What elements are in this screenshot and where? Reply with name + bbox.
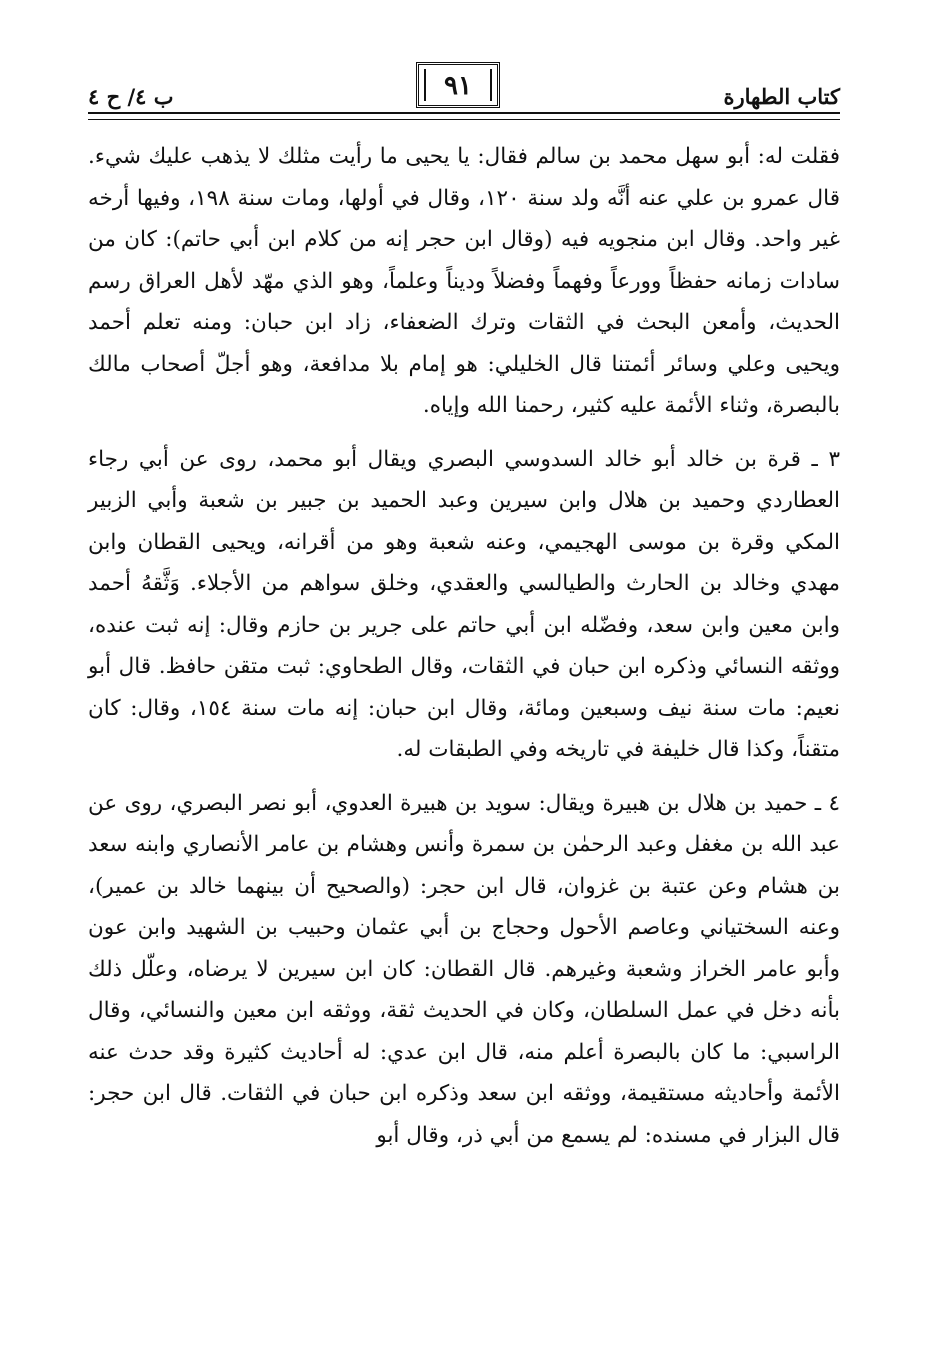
page-number-frame bbox=[416, 62, 500, 108]
chapter-reference: ب ٤/ ح ٤ bbox=[88, 84, 174, 109]
page-number: ٩١ bbox=[444, 71, 472, 101]
paragraph: ٣ ـ قرة بن خالد أبو خالد السدوسي البصري ويقال أبو محمد، روى عن أبي رجاء العطاردي وحميد بن هلال وابن سيرين وعبد الحميد بن جبير بن شعبة وأبي الزبير المكي وقرة بن موسى الهجيمي، وعنه شعبة وهو من أقرانه، ويحيى القطان وابن مهدي وخالد بن الحارث والطيالسي والعقدي، وخلق سواهم من الأجلاء. وَثَّقهُ أحمد وابن معين وابن سعد، وفضّله ابن أبي حاتم على جرير بن حازم وقال: إنه ثبت عنده، ووثقه النسائي وذكره ابن حبان في الثقات، وقال الطحاوي: ثبت متقن حافظ. قال أبو نعيم: مات سنة نيف وسبعين ومائة، وقال ابن حبان: إنه مات سنة ١٥٤، وقال: كان متقناً، وكذا قال خليفة في تاريخه وفي الطبقات له. bbox=[88, 446, 840, 762]
book-title: كتاب الطهارة bbox=[723, 84, 840, 109]
page-header bbox=[88, 62, 840, 120]
body-text bbox=[88, 136, 840, 1156]
paragraph: فقلت له: أبو سهل محمد بن سالم فقال: يا يحيى ما رأيت مثلك لا يذهب عليك شيء. قال عمرو بن علي عنه أنَّه ولد سنة ١٢٠، وقال في أولها، ومات سنة ١٩٨، وفيها أرخه غير واحد. وقال ابن منجويه فيه (وقال ابن حجر إنه من كلام ابن أبي حاتم): كان من سادات زمانه حفظاً وورعاً وفهماً وفضلاً وديناً وعلماً، وهو الذي مهّد لأهل العراق رسم الحديث، وأمعن البحث في الثقات وترك الضعفاء، زاد ابن حبان: ومنه تعلم أحمد ويحيى وعلي وسائر أئمتنا قال الخليلي: هو إمام بلا مدافعة، وهو أجلّ أصحاب مالك بالبصرة، وثناء الأئمة عليه كثير، رحمنا الله وإياه. bbox=[88, 144, 840, 418]
header-rule bbox=[88, 112, 840, 120]
paragraph: ٤ ـ حميد بن هلال بن هبيرة ويقال: سويد بن هبيرة العدوي، أبو نصر البصري، روى عن عبد الله بن مغفل وعبد الرحمٰن بن سمرة وأنس وهشام بن عامر الأنصاري وابنه سعد بن هشام وعن عتبة بن غزوان، قال ابن حجر: (والصحيح أن بينهما خالد بن عمير)، وعنه السختياني وعاصم الأحول وحجاج بن أبي عثمان وحبيب بن الشهيد وابن عون وأبو عامر الخراز وشعبة وغيرهم. قال القطان: كان ابن سيرين لا يرضاه، وعلّل ذلك بأنه دخل في عمل السلطان، وكان في الحديث ثقة، ووثقه ابن معين والنسائي، وقال الراسبي: ما كان بالبصرة أعلم منه، قال ابن عدي: له أحاديث كثيرة وقد حدث عنه الأئمة وأحاديثه مستقيمة، ووثقه ابن سعد وذكره ابن حبان في الثقات. قال ابن حجر: قال البزار في مسنده: لم يسمع من أبي ذر، وقال أبو bbox=[88, 790, 840, 1148]
